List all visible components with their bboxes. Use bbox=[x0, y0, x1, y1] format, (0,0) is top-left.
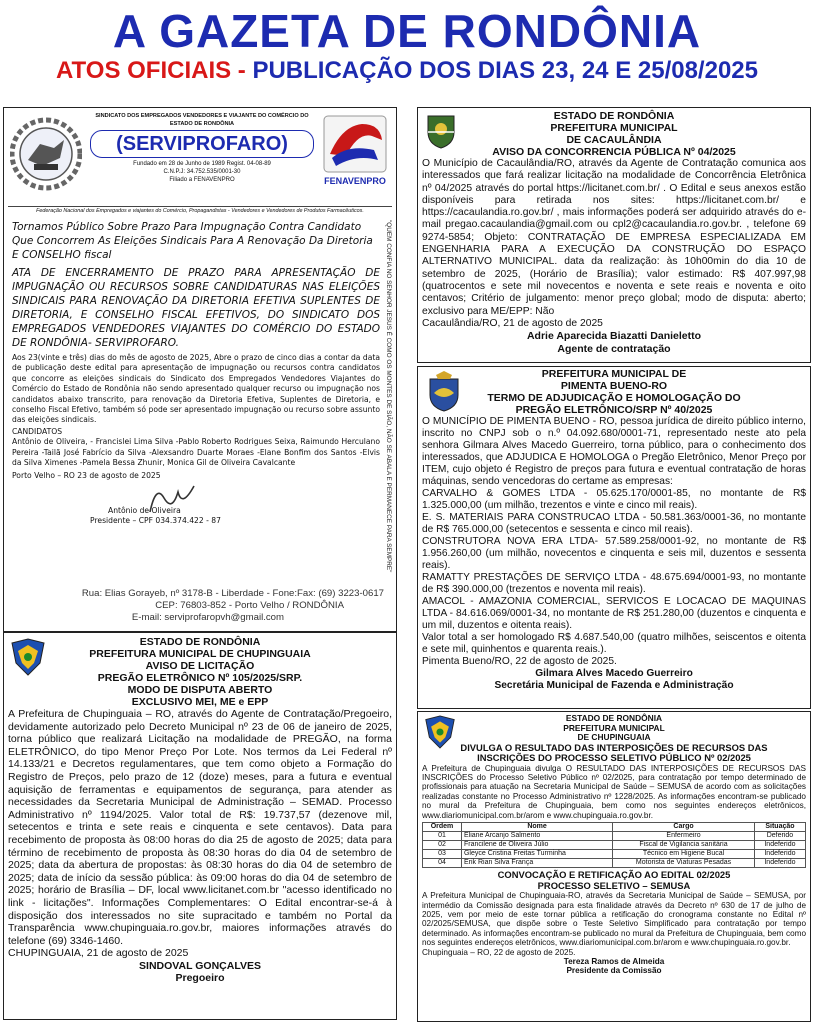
chupinguaia1-aviso: AVISO DE LICITAÇÃO bbox=[145, 660, 255, 672]
processo-seletivo-title: PROCESSO SELETIVO – SEMUSA bbox=[537, 879, 691, 891]
chupinguaia1-signer: SINDOVAL GONÇALVES bbox=[139, 959, 261, 972]
pimenta-signer: Gilmara Alves Macedo Guerreiro bbox=[535, 668, 693, 679]
serviprofaro-title-block bbox=[86, 112, 318, 184]
cacaulandia-state: ESTADO DE RONDÔNIA bbox=[553, 110, 675, 122]
email-text: E-mail: serviprofaropvh@gmail.com bbox=[131, 612, 284, 623]
cacaulandia-prefeitura: PREFEITURA MUNICIPAL bbox=[550, 122, 678, 134]
column-header: Nome bbox=[461, 823, 612, 832]
chupinguaia2-inscricoes-title: INSCRIÇÕES DO PROCESSO SELETIVO PÚBLICO Nº 02/2025 bbox=[477, 752, 751, 764]
table-row: 03 Gleyce Cristina Freitas Turminha Técnico em Higiene Bucal Indeferido bbox=[423, 850, 806, 859]
chupinguaia1-date: CHUPINGUAIA, 21 de agosto de 2025 bbox=[8, 947, 189, 960]
chupinguaia2-state: ESTADO DE RONDÔNIA bbox=[565, 713, 663, 723]
chupinguaia2-prefeitura: PREFEITURA MUNICIPAL bbox=[563, 722, 665, 733]
cacaulandia-date: Cacaulândia/RO, 21 de agosto de 2025 bbox=[422, 317, 603, 329]
pimenta-empresa: CONSTRUTORA NOVA ERA LTDA- 57.589.258/0001-92, no montante de R$ 1.956.260,00 (um milhão, novecentos e cinquenta e seis mil, duzentos e sessenta reais). bbox=[422, 536, 806, 571]
chupinguaia2-body: A Prefeitura de Chupinguaia divulga O RESULTADO DAS INTERPOSIÇÕES DE RECURSOS DAS INSCRIÇÕES do Processo Seletivo Público nº 02/2025, para contratação por tempo determinado de profissionais para atuação na Secretaria Municipal de Saúde – SEMUSA de acordo com as solicitações realizadas constante no Processo Administrativo nº 1228/2025. As informações encontram-se publicado no mural da Prefeitura de Chupinguaia, bem como nos seguintes endereços eletrônicos, www.diariomunicipal.com.br/arom e www.chupinguaia.ro.gov.br. bbox=[422, 763, 806, 820]
chupinguaia1-signer-role: Pregoeiro bbox=[175, 972, 225, 985]
chupinguaia2-signer: Tereza Ramos de Almeida bbox=[563, 957, 665, 967]
pimenta-pregao-title: PREGÃO ELETRÔNICO/SRP Nº 40/2025 bbox=[515, 404, 713, 416]
serviprofaro-verse: "QUEM CONFIA NO SENHOR JESUS É COMO OS MONTES DE SIÃO, NÃO SE ABALA E PERMANECE PARA SEMPRE" bbox=[385, 220, 392, 573]
chupinguaia1-exclusivo: EXCLUSIVO MEI, ME e EPP bbox=[131, 696, 269, 708]
resultado-table bbox=[422, 822, 806, 868]
cep-text: CEP: 76803-852 - Porto Velho / RONDÔNIA bbox=[155, 600, 344, 611]
chupinguaia2-signer-role: Presidente da Comissão bbox=[566, 966, 662, 976]
pimenta-empresa: E. S. MATERIAIS PARA CONSTRUCAO LTDA - 50.581.363/0001-36, no montante de R$ 765.000,00 (setecentos e sessenta e cinco mil reais). bbox=[422, 512, 806, 535]
cacaulandia-body: O Município de Cacaulândia/RO, através da Agente de Contratação comunica aos interessados que fará realizar licitação na modalidade de Concorrência Eletrônica nº 04/2025 através do portal https://licitanet.com.br/ . O Edital e seus anexos estão disponíveis para retirada nos sites: https://licitanet.com.br/ e https://cacaulandia.ro.gov.br/ , mais informações poderá ser adquirido através do e-mail pregao.cacaulandia@gmail.com ou cpl2@cacaulandia.ro.gov.br. , telefone 69 9274-5854; Objeto: CONTRATAÇÃO DE EMPRESA ESPECIALIZADA EM ENGENHARIA PARA A EXECUÇÃO DA CONSTRUÇÃO DO ESPAÇO ALTERNATIVO MUNICIPAL. data da realização: às 10h00min do dia 10 de setembro de 2025, (Horário de Brasília); valor estimado: R$ 407.997,98 (quatrocentos e sete mil novecentos e noventa e sete reais e noventa e oito centavos; Critério de julgamento: menor preço global; modo de disputa: aberto; exclusivo para ME/EPP: Não bbox=[422, 158, 806, 317]
cacaulandia-coat-of-arms-icon bbox=[424, 112, 458, 150]
cacaulandia-signer: Adrie Aparecida Biazatti Danieletto bbox=[526, 330, 702, 343]
pimenta-empresa: AMACOL - AMAZONIA COMERCIAL, SERVICOS E LOCACAO DE MAQUINAS LTDA - 84.616.069/0001-34, no montante de R$ 251.280,00 (duzentos e cinquenta e um mil, duzentos e oitenta reais). bbox=[422, 596, 806, 631]
cacaulandia-aviso-title: AVISO DA CONCORRENCIA PÚBLICA Nº 04/2025 bbox=[492, 146, 736, 158]
pimenta-bueno-notice bbox=[417, 366, 811, 709]
column-header: Situação bbox=[754, 823, 805, 832]
chupinguaia-licitacao-notice bbox=[3, 632, 397, 1020]
atos-oficiais-label: ATOS OFICIAIS bbox=[56, 57, 232, 84]
candidatos-label: CANDIDATOS bbox=[12, 426, 63, 436]
fenavenpro-logo: FENAVENPRO bbox=[320, 114, 390, 194]
pimenta-bueno-coat-of-arms-icon bbox=[426, 371, 462, 413]
serviprofaro-signer-role: Presidente – CPF 034.374.422 - 87 bbox=[90, 515, 221, 525]
serviprofaro-text: Aos 23(vinte e três) dias do mês de agosto de 2025, Abre o prazo de cinco dias a contar da data de publicação deste edital para apresentação de impugnação ou recursos contra candidatos que concorre as eleições sindicais do Sindicato dos Empregados Vendedores Viajantes do Comércio do Estado de Rondônia não sendo apresentado qualquer recurso ou impugnação nos candidatos abaixo transcrito, para renovação da Diretoria Efetiva, Suplentes de Diretoria, e conselho Fiscal Efetivo, também só pode ser apresentado impugnação ou recurso sobre assunto das eleições sindicais. bbox=[12, 353, 380, 425]
cacaulandia-signer-role: Agente de contratação bbox=[557, 342, 671, 355]
serviprofaro-signature-area bbox=[12, 482, 380, 524]
chupinguaia-resultado-notice bbox=[417, 711, 811, 1022]
table-row: 04 Erik Rian Silva França Motorista de Viaturas Pesadas Indeferido bbox=[423, 859, 806, 868]
filiado-text: Filiado a FENAVENPRO bbox=[169, 177, 235, 183]
table-row: 02 Francilene de Oliveira Júlio Fiscal de Vigilancia sanitária Indeferido bbox=[423, 841, 806, 850]
serviprofaro-address-block bbox=[14, 588, 384, 624]
masthead bbox=[0, 0, 814, 105]
pimenta-termo-title: TERMO DE ADJUDICAÇÃO E HOMOLOGAÇÃO DO bbox=[487, 392, 741, 404]
pimenta-body: O MUNICÍPIO DE PIMENTA BUENO - RO, pessoa jurídica de direito público interno, inscrito no CNPJ sob o n.º 04.092.680/0001-71, representado neste ato pela senhora Gilmara Alves Macedo Guerreiro, torna público, para o conhecimento dos interessados, que ADJUDICA E HOMOLOGA o Pregão Eletrônico, Menor Preço por ITEM, cujo objeto é Registro de preços para futura e eventual contratação de horas máquinas, sendo vencedoras do certame as empresas: bbox=[422, 416, 806, 487]
cacaulandia-notice bbox=[417, 107, 811, 363]
pimenta-municipio: PIMENTA BUENO-RO bbox=[560, 380, 668, 392]
chupinguaia1-body: A Prefeitura de Chupinguaia – RO, através do Agente de Contratação/Pregoeiro, devidamente autorizado pelo Decreto Municipal nº 23 de 06 de janeiro de 2025, torna público que realizará Licitação na modalidade de PREGÃO, na forma ELETRÔNICO, do tipo Menor Preço Por Lote. Nos termos da Lei Federal nº 14.133/21 e Decretos regulamentares, que tem como objeto a Formação do Registro de Preços, pelo prazo de 12 (doze) meses, para a futura e eventual aquisição de ferramentas e equipamentos de segurança, para atender as necessidades da Secretaria Municipal de Administração – SEMAD. Processo Administrativo nº 1194/2025. Valor total de R$: 19.737,57 (dezenove mil, setecentos e trinta e sete reais e cinquenta e sete centavos). Data para recebimento de proposta às 08:00 horas do dia 25 de agosto de 2025; data para término de recebimento de proposta às 08:30 horas do dia 04 de setembro de 2025; data da abertura de propostas: às 08:30 horas do dia 04 de setembro de 2025; data de início da sessão pública: às 09:00 horas do dia 04 de setembro de 2025; horário de Brasília – DF, local www.licitanet.com.br "acesso identificado no link - licitações". Informações Complementares: O Edital encontrar-se-á à disposição dos interessados no site supracitado e também no Portal da Transparência www.chupinguaia.ro.gov.br, maiores informações através do telefone (69) 3346-1460. bbox=[8, 708, 392, 947]
chupinguaia2-divulga-title: DIVULGA O RESULTADO DAS INTERPOSIÇÕES DE RECURSOS DAS bbox=[460, 741, 768, 753]
column-header: Ordem bbox=[423, 823, 462, 832]
pimenta-empresa: RAMATTY PRESTAÇÕES DE SERVIÇO LTDA - 48.675.694/0001-93, no montante de R$ 390.000,00 (trezentos e noventa mil reais). bbox=[422, 572, 806, 595]
chupinguaia2-body2: A Prefeitura Municipal de Chupinguaia-RO, através da Secretaria Municipal de Saúde – SEMUSA, por intermédio da Comissão designada para esta finalidade através da Decreto nº 630 de 17 de julho de 2025, vem por meio de este tornar pública a retificação do cronograma constante no Edital nº 02/2025/SEMUSA, que dispõe sobre o Teste Seletivo Simplificado para contratação por tempo determinado. As informações encontram-se publicado no mural da Prefeitura de Chupinguaia, bem como nos seguintes endereços eletrônicos, www.diariomunicipal.com.br/arom e www.chupinguaia.ro.gov.br. bbox=[422, 891, 806, 948]
publication-dates: PUBLICAÇÃO DOS DIAS 23, 24 E 25/08/2025 bbox=[252, 57, 758, 84]
table-header-row bbox=[423, 823, 806, 832]
address-text: Rua: Elias Gorayeb, nº 3178-B - Liberdade - Fone:Fax: (69) 3223-0617 bbox=[81, 588, 384, 599]
chupinguaia2-date: Chupinguaia – RO, 22 de agosto de 2025. bbox=[422, 947, 576, 957]
chupinguaia1-modo: MODO DE DISPUTA ABERTO bbox=[127, 684, 273, 696]
fenavenpro-logo-icon bbox=[322, 114, 388, 174]
serviprofaro-date: Porto Velho – RO 23 de agosto de 2025 bbox=[12, 471, 161, 481]
sindicato-name: SINDICATO DOS EMPREGADOS VENDEDORES E VIAJANTE DO COMÉRCIO DO ESTADO DE RONDÔNIA bbox=[95, 113, 309, 127]
chupinguaia-coat-of-arms-icon bbox=[10, 637, 46, 677]
chupinguaia-coat-of-arms-icon bbox=[424, 714, 456, 750]
serviprofaro-signer: Antônio de Oliveira bbox=[108, 505, 181, 515]
pimenta-signer-role: Secretária Municipal de Fazenda e Administração bbox=[494, 680, 734, 692]
pimenta-date: Pimenta Bueno/RO, 22 de agosto de 2025. bbox=[422, 656, 617, 667]
cnpj-text: C.N.P.J: 34.752.535/0001-30 bbox=[163, 169, 241, 175]
serviprofaro-notice bbox=[3, 107, 397, 632]
candidatos-list: Antônio de Oliveira, - Francislei Lima Silva -Pablo Roberto Rodrigues Seixa, Raimundo Herculano Pereira -Tailã José Fabrício da Silva -Alexsandro Duarte Moraes -Elane Bonfim dos Santos -Elvis da Silva Ximenes -Pamela Bessa Zhunir, Monica Gil de Oliveira Cavalcante bbox=[12, 437, 380, 468]
serviprofaro-header bbox=[8, 112, 392, 204]
convocacao-title: CONVOCAÇÃO E RETIFICAÇÃO AO EDITAL 02/2025 bbox=[497, 869, 731, 881]
pimenta-empresa: CARVALHO & GOMES LTDA - 05.625.170/0001-85, no montante de R$ 1.325.000,00 (um milhão, trezentos e vinte e cinco mil reais). bbox=[422, 488, 806, 511]
pimenta-prefeitura: PREFEITURA MUNICIPAL DE bbox=[541, 368, 687, 380]
union-logo-icon bbox=[10, 114, 82, 198]
chupinguaia1-state: ESTADO DE RONDÔNIA bbox=[139, 636, 261, 648]
serviprofaro-intro: Tornamos Público Sobre Prazo Para Impugnação Contra Candidato Que Concorrem As Eleições Sindicais Para A Renovação Da Diretoria E CONSELHO fiscal bbox=[12, 221, 373, 261]
chupinguaia2-municipio: DE CHUPINGUAIA bbox=[577, 732, 651, 743]
fundado-text: Fundado em 28 de Junho de 1989 Regist. 04-08-89 bbox=[133, 161, 271, 167]
serviprofaro-body bbox=[12, 220, 380, 524]
column-header: Cargo bbox=[613, 823, 755, 832]
federacao-text: Federação Nacional dos Empregados e viajantes do Comércio, Propagandistas - Vendedores e Vendedores de Produtos Farmacêuticos. bbox=[8, 206, 392, 214]
serviprofaro-name: (SERVIPROFARO) bbox=[90, 130, 314, 158]
cacaulandia-municipio: DE CACAULÂNDIA bbox=[566, 134, 662, 146]
serviprofaro-ata: ATA DE ENCERRAMENTO DE PRAZO PARA APRESENTAÇÃO DE IMPUGNAÇÃO OU RECURSOS SOBRE CANDIDATURAS NAS ELEIÇÕES SINDICAIS PARA RENOVAÇÃO DA DIRETORIA EFETIVA SUPLENTES DE DIRETORIA, E CONSELHO FISCAL EFETIVOS, DO SINDICATO DOS EMPREGADOS VENDEDORES VIAJANTES DO COMÉRCIO DO ESTADO DE RONDÔNIA- SERVIPROFARO. bbox=[12, 267, 380, 349]
newspaper-title: A GAZETA DE RONDÔNIA bbox=[112, 5, 702, 57]
table-row: 01 Eliane Arcanjo Salmento Enfermeiro Deferido bbox=[423, 832, 806, 841]
pimenta-total: Valor total a ser homologado R$ 4.687.540,00 (quatro milhões, seiscentos e oitenta e sete mil, quinhentos e quarenta reais.). bbox=[422, 632, 806, 655]
publication-subtitle: ATOS OFICIAIS - PUBLICAÇÃO DOS DIAS 23, 24 E 25/08/2025 bbox=[56, 57, 758, 84]
chupinguaia1-prefeitura: PREFEITURA MUNICIPAL DE CHUPINGUAIA bbox=[89, 648, 311, 660]
chupinguaia1-pregao: PREGÃO ELETRÔNICO Nº 105/2025/SRP. bbox=[97, 672, 303, 684]
